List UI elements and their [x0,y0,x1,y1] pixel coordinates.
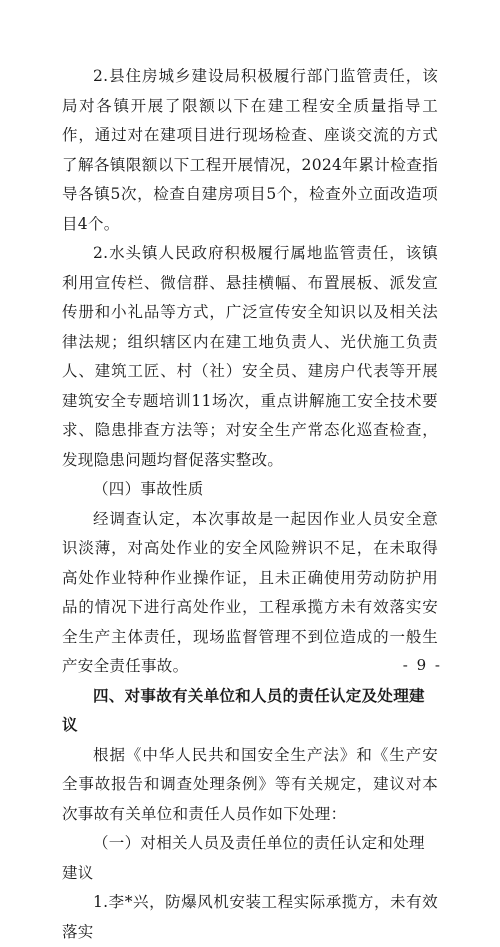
paragraph-person-li: 1.李*兴，防爆风机安装工程实际承揽方，未有效落实 [62,893,438,941]
subheading-accident-nature: （四）事故性质 [93,480,204,498]
paragraph-housing-bureau: 2.县住房城乡建设局积极履行部门监管责任，该局对各镇开展了限额以下在建工程安全质量指导工作，通过对在建项目进行现场检查、座谈交流的方式了解各镇限额以下工程开展情况，2024年累计检查指导各镇5次，检查自建房项目5个，检查外立面改造项目4个。 [62,67,438,233]
subheading-responsibility-determination: （一）对相关人员及责任单位的责任认定和处理建议 [62,834,425,882]
paragraph-accident-nature: 经调查认定，本次事故是一起因作业人员安全意识淡薄，对高处作业的安全风险辨识不足，在未取得高处作业特种作业操作证，且未正确使用劳动防护用品的情况下进行高处作业，工程承揽方未有效落实安全生产主体责任，现场监督管理不到位造成的一般生产安全责任事故。 [62,509,438,675]
paragraph-legal-basis: 根据《中华人民共和国安全生产法》和《生产安全事故报告和调查处理条例》等有关规定，建议对本次事故有关单位和责任人员作如下处理： [62,745,438,823]
page-number: - 9 - [402,656,442,674]
paragraph-town-government: 2.水头镇人民政府积极履行属地监管责任，该镇利用宣传栏、微信群、悬挂横幅、布置展板、派发宣传册和小礼品等方式，广泛宣传安全知识以及相关法律法规；组织辖区内在建工地负责人、光伏施工负责人、建筑工匠、村（社）安全员、建房户代表等开展建筑安全专题培训11场次，重点讲解施工安全技术要求、隐患排查方法等；对安全生产常态化巡查检查，发现隐患问题均督促落实整改。 [62,244,438,469]
document-page [62,62,438,947]
section-heading-responsibility: 四、对事故有关单位和人员的责任认定及处理建议 [62,686,425,734]
